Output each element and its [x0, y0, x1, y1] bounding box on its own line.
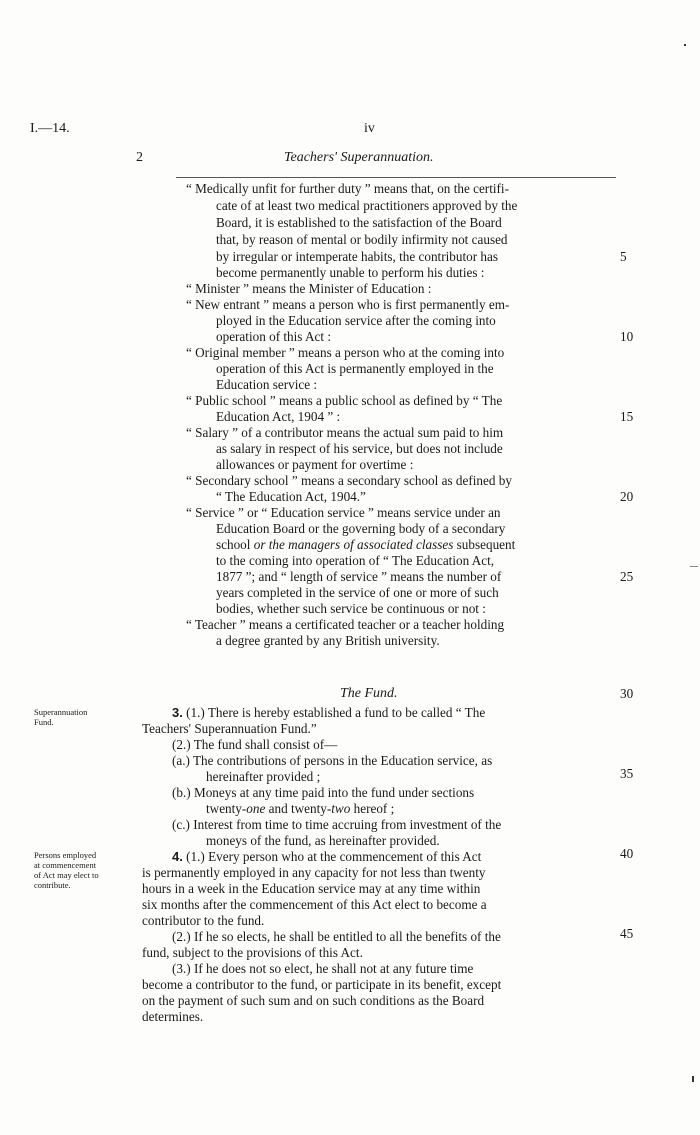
section-line: on the payment of such sum and on such conditions as the Board — [142, 993, 485, 1008]
section-line: contributor to the fund. — [142, 913, 265, 928]
section-line: moneys of the fund, as hereinafter provided. — [206, 833, 440, 848]
definition-line: “ Minister ” means the Minister of Education : — [186, 281, 432, 296]
line-number: 20 — [620, 489, 634, 504]
definition-line: “ Teacher ” means a certificated teacher or a teacher holding — [186, 617, 505, 632]
line-number: 30 — [620, 686, 634, 701]
definition-line: to the coming into operation of “ The Education Act, — [216, 553, 495, 568]
definition-line: allowances or payment for overtime : — [216, 457, 414, 472]
section-heading: The Fund. — [340, 686, 398, 701]
section-line: become a contributor to the fund, or participate in its benefit, except — [142, 977, 502, 992]
amendment-italic: or the managers of associated classes — [253, 537, 454, 552]
header-rule — [176, 177, 616, 178]
definition-line: 1877 ”; and “ length of service ” means the number of — [216, 569, 502, 584]
line-number: 10 — [620, 329, 634, 344]
section-line: determines. — [142, 1009, 204, 1024]
section-line: twenty-one and twenty-two hereof ; — [206, 801, 395, 816]
definition-line: as salary in respect of his service, but does not include — [216, 441, 503, 456]
section-line: (a.) The contributions of persons in the Education service, as — [172, 753, 493, 768]
line-number: 5 — [620, 249, 627, 264]
definition-line: operation of this Act : — [216, 329, 332, 344]
page-number: 2 — [136, 150, 143, 165]
section-line: hours in a week in the Education service may at any time within — [142, 881, 481, 896]
section-line: (b.) Moneys at any time paid into the fund under sections — [172, 785, 475, 800]
definition-line: by irregular or intemperate habits, the contributor has — [216, 249, 498, 264]
line-number: 25 — [620, 569, 634, 584]
definition-text: subsequent — [456, 537, 516, 552]
definition-line: “ Secondary school ” means a secondary school as defined by — [186, 473, 512, 488]
section-number: 4. — [172, 849, 183, 864]
section-line: Teachers' Superannuation Fund.” — [142, 721, 317, 736]
section-line: (3.) If he does not so elect, he shall not at any future time — [172, 961, 474, 976]
section-line: is permanently employed in any capacity for not less than twenty — [142, 865, 486, 880]
definition-line: “ The Education Act, 1904.” — [216, 489, 366, 504]
sidenote-superannuation-fund: Superannuation Fund. — [34, 707, 88, 727]
section-line: 3. (1.) There is hereby established a fund to be called “ The — [172, 705, 486, 720]
section-line: 4. (1.) Every person who at the commencement of this Act — [172, 849, 482, 864]
line-number: 35 — [620, 766, 634, 781]
definition-line: “ New entrant ” means a person who is first permanently em- — [186, 297, 510, 312]
definition-line: Education service : — [216, 377, 318, 392]
definition-line: cate of at least two medical practitioners approved by the — [216, 198, 518, 213]
scan-speck — [692, 1076, 694, 1082]
section-line: hereinafter provided ; — [206, 769, 321, 784]
line-number: 15 — [620, 409, 634, 424]
line-number: 40 — [620, 846, 634, 861]
definition-line: years completed in the service of one or more of such — [216, 585, 499, 600]
section-line: six months after the commencement of this Act elect to become a — [142, 897, 487, 912]
definition-line: become permanently unable to perform his duties : — [216, 265, 485, 280]
definition-line: Education Board or the governing body of a secondary — [216, 521, 506, 536]
section-line: fund, subject to the provisions of this Act. — [142, 945, 363, 960]
definition-line: “ Salary ” of a contributor means the actual sum paid to him — [186, 425, 504, 440]
definition-line: “ Service ” or “ Education service ” means service under an — [186, 505, 501, 520]
section-line: (2.) The fund shall consist of— — [172, 737, 338, 752]
running-title: Teachers' Superannuation. — [284, 150, 434, 165]
document-code: I.—14. — [30, 121, 70, 136]
scan-speck — [690, 566, 698, 567]
definition-line: operation of this Act is permanently employed in the — [216, 361, 494, 376]
definition-line — [216, 537, 515, 553]
definition-line: “ Public school ” means a public school as defined by “ The — [186, 393, 503, 408]
definition-line: that, by reason of mental or bodily infirmity not caused — [216, 232, 508, 247]
definition-text: school — [216, 537, 251, 552]
scan-speck — [684, 44, 686, 46]
line-number: 45 — [620, 926, 634, 941]
definition-line: “ Original member ” means a person who at the coming into — [186, 345, 505, 360]
definition-line: “ Medically unfit for further duty ” means that, on the certifi- — [186, 181, 509, 196]
section-line: (2.) If he so elects, he shall be entitled to all the benefits of the — [172, 929, 501, 944]
definition-line: Board, it is established to the satisfaction of the Board — [216, 215, 502, 230]
page-roman-numeral: iv — [364, 121, 375, 136]
definition-line: bodies, whether such service be continuous or not : — [216, 601, 486, 616]
section-line: (c.) Interest from time to time accruing from investment of the — [172, 817, 502, 832]
section-number: 3. — [172, 705, 183, 720]
sidenote-persons-employed: Persons employed at commencement of Act may elect to contribute. — [34, 850, 99, 890]
definition-line: Education Act, 1904 ” : — [216, 409, 341, 424]
definition-line: ployed in the Education service after the coming into — [216, 313, 496, 328]
definition-line: a degree granted by any British university. — [216, 633, 440, 648]
